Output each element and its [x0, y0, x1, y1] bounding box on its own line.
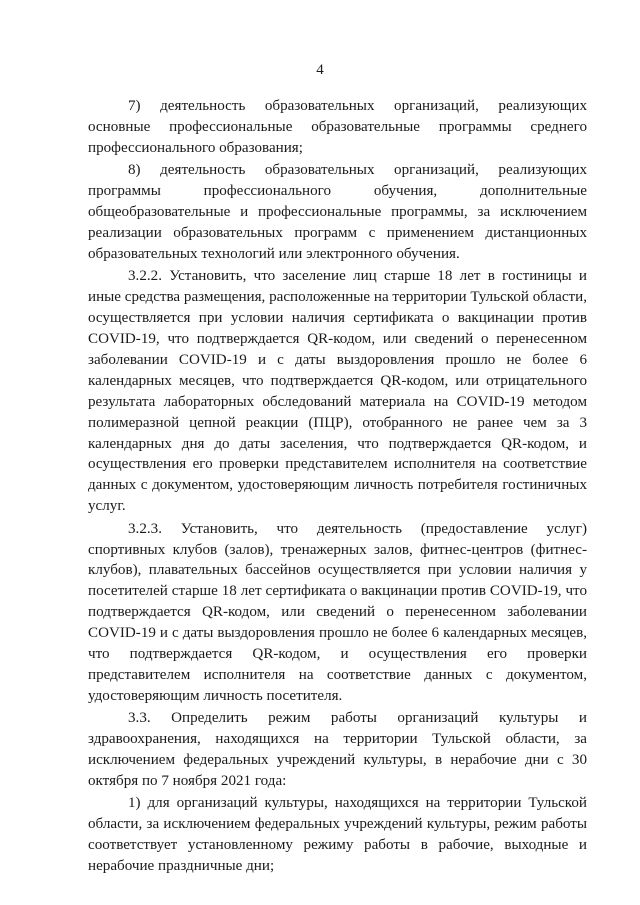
- paragraph-3-2-3: 3.2.3. Установить, что деятельность (предоставление услуг) спортивных клубов (залов), тренажерных залов, фитнес-центров (фитнес-клубов), плавательных бассейнов осуществляется при условии наличия у посетителей старше 18 лет сертификата о вакцинации против COVID-19, что подтверждается QR-кодом, или сведений о перенесенном заболевании COVID-19 и с даты выздоровления прошло не более 6 календарных месяцев, что подтверждается QR-кодом, и осуществления его проверки представителем исполнителя на соответствие данных с документом, удостоверяющим личность посетителя.: [88, 520, 587, 704]
- paragraph-3-3-1: 1) для организаций культуры, находящихся на территории Тульской области, за исключением федеральных учреждений культуры, режим работы соответствует установленному режиму работы в рабочие, выходные и нерабочие праздничные дни;: [88, 795, 587, 875]
- page-number: 4: [316, 62, 324, 78]
- paragraph-3-3: 3.3. Определить режим работы организаций культуры и здравоохранения, находящихся на территории Тульской области, за исключением федеральных учреждений культуры, в нерабочие дни с 30 октября по 7 ноября 2021 года:: [88, 710, 587, 789]
- document-body: [88, 96, 587, 879]
- paragraph-7: 7) деятельность образовательных организаций, реализующих основные профессиональные образовательные программы среднего профессионального образования;: [88, 98, 587, 156]
- paragraph-3-2-2: 3.2.2. Установить, что заселение лиц старше 18 лет в гостиницы и иные средства размещения, расположенные на территории Тульской области, осуществляется при условии наличия сертификата о вакцинации против COVID-19, что подтверждается QR-кодом, или сведений о перенесенном заболевании COVID-19 и с даты выздоровления прошло не более 6 календарных месяцев, что подтверждается QR-кодом, или отрицательного результата лабораторных обследований материала на COVID-19 методом полимеразной цепной реакции (ПЦР), отобранного не ранее чем за 3 календарных дня до даты заселения, что подтверждается QR-кодом, и осуществления его проверки представителем исполнителя на соответствие данных с документом, удостоверяющим личность потребителя гостиничных услуг.: [88, 268, 587, 515]
- paragraph-8: 8) деятельность образовательных организаций, реализующих программы профессионального обучения, дополнительные общеобразовательные и профессиональные программы, за исключением реализации образовательных программ с применением дистанционных образовательных технологий или электронного обучения.: [88, 162, 587, 262]
